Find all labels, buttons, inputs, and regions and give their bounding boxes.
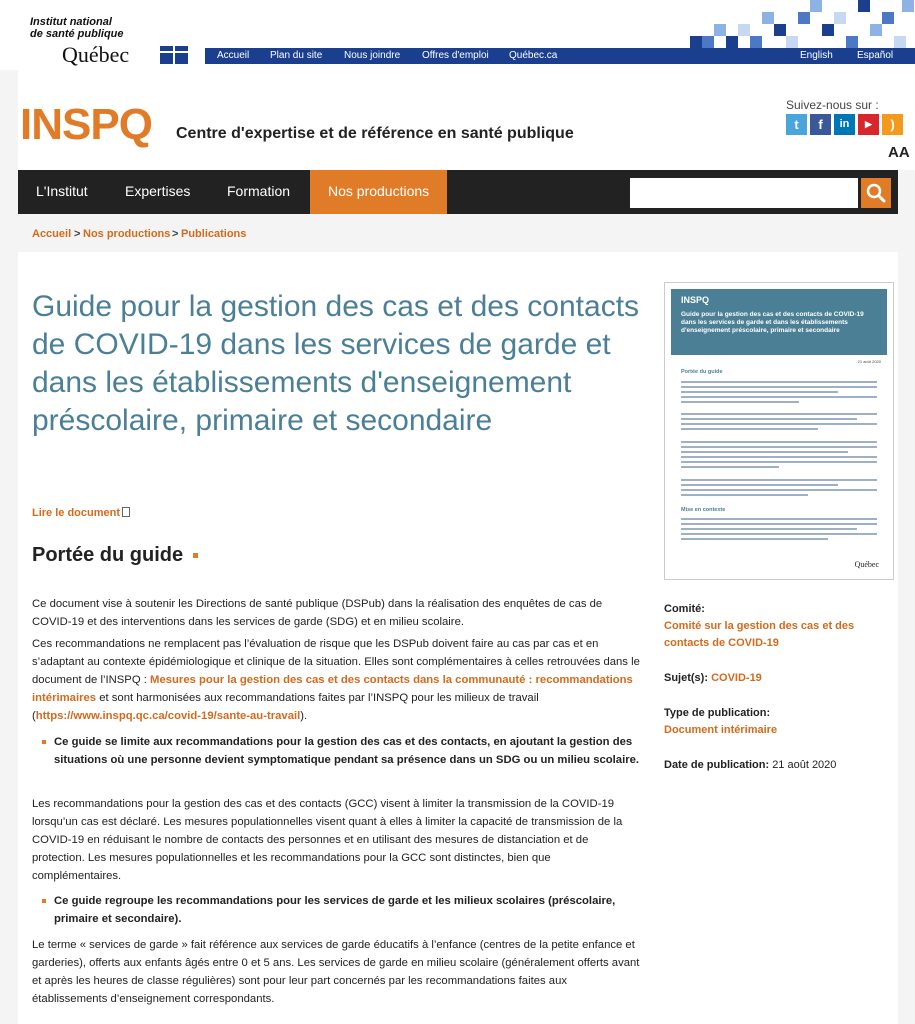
main-navigation: [18, 170, 898, 214]
breadcrumb-nos-productions[interactable]: Nos productions: [83, 228, 171, 240]
logo-quebec: Québec: [62, 42, 130, 67]
breadcrumb-publications: Publications: [181, 228, 247, 240]
site-tagline: Centre d'expertise et de référence en santé publique: [176, 125, 574, 142]
government-banner: [0, 0, 915, 70]
gov-nav-nous-joindre[interactable]: Nous joindre: [344, 50, 401, 61]
quebec-flag-icon: [160, 46, 188, 64]
cover-text-block-3: [681, 441, 877, 471]
document-cover-thumbnail[interactable]: [664, 282, 894, 580]
linkedin-icon[interactable]: in: [834, 114, 855, 135]
mesures-gestion-link[interactable]: Mesures pour la gestion des cas et des contacts dans la communauté : recommandations intérimaires: [32, 674, 633, 704]
page-title: Guide pour la gestion des cas et des contacts de COVID-19 dans les services de garde et dans les établissements d'enseignement préscolaire, primaire et secondaire: [32, 290, 640, 437]
date-value: 21 août 2020: [772, 759, 837, 771]
date-label: Date de publication:: [664, 759, 770, 771]
cover-text-block-1: [681, 381, 877, 406]
bullet-1: Ce guide se limite aux recommandations pour la gestion des cas et des contacts, en ajoutant la gestion des situations où une personne devient symptomatique pendant sa présence dans un SDG ou un milieu scolaire.: [42, 733, 642, 769]
government-nav: [205, 48, 915, 64]
logo-line-2: de santé publique: [30, 28, 124, 40]
main-content: [18, 252, 898, 1024]
nav-l-institut[interactable]: L'Institut: [36, 183, 88, 199]
gov-nav-offres-emploi[interactable]: Offres d'emploi: [422, 50, 489, 61]
sujet-label: Sujet(s):: [664, 672, 708, 684]
breadcrumb-separator: >: [172, 228, 179, 240]
gov-nav-accueil[interactable]: Accueil: [217, 50, 250, 61]
cover-brand: INSPQ: [681, 295, 710, 305]
inspq-brand[interactable]: INSPQ: [20, 100, 152, 149]
search-input[interactable]: [630, 178, 858, 208]
nav-formation[interactable]: Formation: [227, 183, 291, 199]
read-document-label: Lire le document: [32, 507, 121, 519]
section-title-text: Portée du guide: [32, 544, 184, 566]
cover-header: [671, 289, 887, 355]
paragraph-1: Ce document vise à soutenir les Directions de santé publique (DSPub) dans la réalisation des enquêtes de cas de COVID-19 et des interventions dans les services de garde (SDG) et en milieu scolaire.: [32, 598, 603, 628]
facebook-icon[interactable]: f: [810, 114, 831, 135]
date-row: [664, 759, 836, 771]
breadcrumb-accueil[interactable]: Accueil: [32, 228, 72, 240]
search-icon: [861, 178, 891, 208]
search-button[interactable]: [861, 178, 891, 208]
lang-english[interactable]: English: [800, 50, 833, 61]
inspq-quebec-logo[interactable]: [30, 16, 200, 68]
decorative-mosaic: [690, 0, 915, 48]
nav-nos-productions[interactable]: Nos productions: [310, 170, 447, 214]
paragraph-4: Le terme « services de garde » fait référence aux services de garde éducatifs à l’enfance (centres de la petite enfance et garderies), offerts aux enfants âgés entre 0 et 5 ans. Les services de garde en milieu scolaire (généralement offerts avant et après les heures de classe régulières) sont pour leur part concernés par les recommandations faites aux établissements d’enseignement correspondants.: [32, 939, 640, 1005]
cover-subtitle-1: Portée du guide: [681, 369, 723, 375]
cover-date: 21 août 2020: [857, 359, 881, 364]
lang-espanol[interactable]: Español: [857, 50, 894, 61]
cover-text-block-2: [681, 413, 877, 433]
twitter-icon[interactable]: t: [786, 114, 807, 135]
follow-label: Suivez-nous sur :: [786, 98, 879, 112]
cover-quebec-logo: Québec: [854, 560, 879, 569]
paragraph-2-text-c: ).: [300, 710, 308, 722]
read-document-link[interactable]: [32, 507, 130, 519]
breadcrumb-separator: >: [74, 228, 81, 240]
comite-label: Comité:: [664, 603, 705, 615]
breadcrumb: [18, 214, 898, 252]
site-header: [18, 70, 915, 170]
paragraph-3: Les recommandations pour la gestion des cas et des contacts (GCC) visent à limiter la transmission de la COVID-19 lorsqu’un cas est déclaré. Les mesures populationnelles visent quant à elles à limiter la capacité de transmission de la COVID-19 en réduisant le nombre de contacts des personnes et en utilisant des mesures de distanciation et de protection. Les mesures populationnelles et les recommandations pour la GCC sont distinctes, bien que complémentaires.: [32, 798, 623, 882]
section-title: [32, 544, 198, 567]
pdf-icon: [122, 507, 130, 517]
cover-page: [671, 289, 887, 573]
sujet-row: [664, 672, 762, 684]
cover-text-block-4: [681, 479, 877, 499]
section-marker-icon: [193, 553, 198, 558]
paragraph-2: [32, 635, 642, 725]
gov-nav-plan-du-site[interactable]: Plan du site: [270, 50, 323, 61]
logo-line-1: Institut national: [30, 16, 112, 28]
paragraph-2-text-a: Ces recommandations ne remplacent pas l’évaluation de risque que les DSPub doivent faire au cas par cas et en s’adaptant au contexte épidémiologique et clinique de la situation. Elles sont complémentaires à celles retrouvées dans le document de l’INSPQ :: [32, 638, 640, 686]
type-label: Type de publication:: [664, 707, 771, 719]
nav-expertises[interactable]: Expertises: [125, 183, 191, 199]
cover-text-block-5: [681, 518, 877, 543]
type-value-link[interactable]: Document intérimaire: [664, 724, 778, 736]
cover-subtitle-2: Mise en contexte: [681, 507, 726, 513]
font-size-toggle[interactable]: AA: [888, 144, 910, 161]
comite-value-link[interactable]: Comité sur la gestion des cas et des contacts de COVID-19: [664, 620, 855, 649]
sujet-value-link[interactable]: COVID-19: [711, 672, 762, 684]
bullet-2: Ce guide regroupe les recommandations pour les services de garde et les milieux scolaires (préscolaire, primaire et secondaire).: [42, 892, 642, 928]
cover-title: Guide pour la gestion des cas et des contacts de COVID-19 dans les services de garde et dans les établissements d'enseignement préscolaire, primaire et secondaire: [681, 311, 864, 334]
youtube-icon[interactable]: ▶: [858, 114, 879, 135]
sante-au-travail-link[interactable]: https://www.inspq.qc.ca/covid-19/sante-au-travail: [35, 710, 301, 722]
rss-icon[interactable]: ): [882, 114, 903, 135]
paragraph-2-text-b: et sont harmonisées aux recommandations faites par l’INSPQ pour les milieux de travail (: [32, 692, 539, 722]
gov-nav-quebec-ca[interactable]: Québec.ca: [509, 50, 558, 61]
